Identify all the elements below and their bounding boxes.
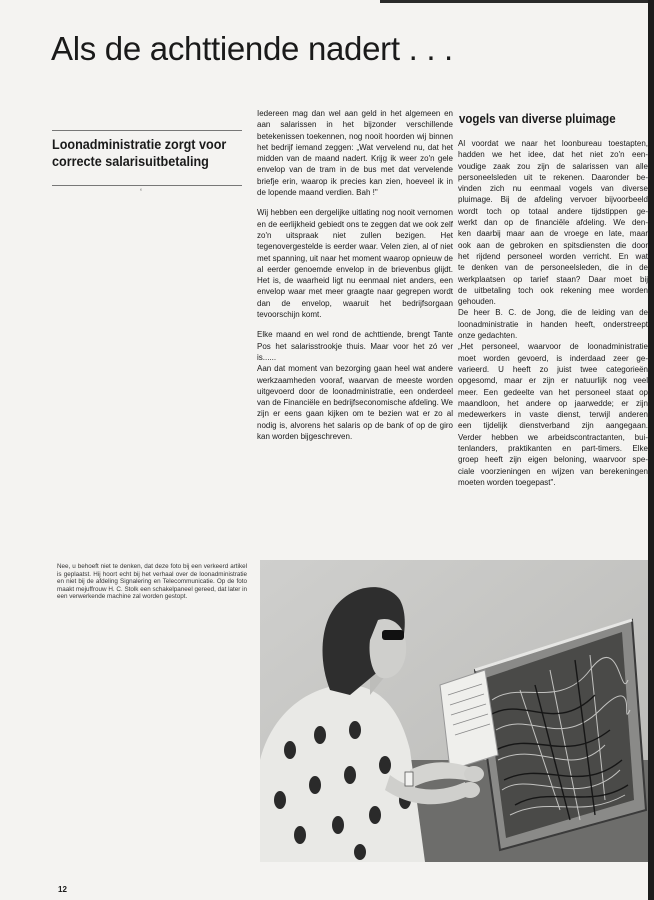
text-line: onze gedachten. — [458, 331, 518, 341]
text-line: voudige zaak zou zijn de salarissen van alle — [458, 161, 648, 171]
subtitle-rule-top — [52, 130, 242, 131]
text-line: werkplaatsen op tarief staan? Daar moet bij — [458, 274, 648, 284]
text-line: moeten worden toegepast". — [458, 477, 556, 487]
paragraph: Elke maand en wel rond de achttiende, brengt Tante Pos het salarisstrookje thuis. Maar voor het zó ver is...... — [257, 330, 453, 362]
text-line: het rijdend personeel worden verricht. En wat — [458, 251, 648, 261]
text-line: ken daarbij maar aan de vroege en late, maar — [458, 229, 648, 239]
section-heading: vogels van diverse pluimage — [459, 112, 616, 126]
text-line: medewerkers in vaste dienst, terwijl anderen — [458, 410, 648, 420]
text-line: De heer B. C. de Jong, die de leiding van de — [458, 308, 648, 318]
middle-column — [257, 108, 453, 451]
text-line: Al voordat we naar het loonbureau toestapten, — [458, 139, 648, 148]
text-line: te denken van de personeelsleden, die in de — [458, 263, 648, 273]
text-line: maandloon, het andere op jaarwedde; er zijn — [458, 398, 648, 408]
right-column — [458, 138, 648, 488]
text-line: groep heeft zijn eigen beloning, waarvoor spe- — [458, 455, 648, 465]
text-line: tenlanders, praktikanten en part-timers. Elke — [458, 444, 648, 454]
text-line: moet worden gevoerd, is inderdaad zeer ge- — [458, 353, 648, 363]
text-line: opgesomd, maar er zijn er natuurlijk nog veel — [458, 376, 648, 386]
text-line: de uitbetaling toch ook rekening mee worden — [458, 285, 648, 295]
text-line: pluimage. Bij de afdeling vervoer bijvoorbeeld — [458, 195, 648, 205]
article-subtitle: Loonadministratie zorgt voor correcte salarisuitbetaling — [52, 136, 227, 169]
page-title: Als de achttiende nadert . . . — [51, 30, 453, 67]
text-line: hadden we het idee, dat het niet zo'n een- — [458, 150, 648, 160]
text-line: vinden zich nu eenmaal vogels van diverse — [458, 184, 648, 194]
page-edge-right — [648, 0, 654, 900]
photo-caption: Nee, u behoeft niet te denken, dat deze foto bij een verkeerd artikel is geplaatst. Hij hoort echt bij het verhaal over de loonadministratie en niet bij de afdeling Signalering en Telecommunicatie. Op de foto maakt mejuffrouw H. C. Stolk een schakelpaneel gereed, dat later in een verwerkende machine zal worden gestopt. — [57, 563, 247, 601]
subtitle-rule-bottom — [52, 185, 242, 186]
text-line: ook aan de gebroken en spitsdiensten die door — [458, 240, 648, 250]
text-line: Verder hebben we arbeidscontractanten, bui- — [458, 432, 648, 442]
paragraph: Aan dat moment van bezorging gaan heel wat andere werkzaamheden vooraf, waarvan de meeste worden uitgevoerd door de loonadministratie, een onderdeel van de Financiële en bedrijfseconomische afdeling. We zijn er eens gaan kijken om te bezien wat er zo al nodig is, alvorens het salaris op de bank of op de giro kan worden bijgeschreven. — [257, 364, 453, 442]
text-line: varieerd. U heeft zo juist twee categorieën — [458, 364, 648, 374]
page-edge-top — [380, 0, 654, 3]
paragraph: Iedereen mag dan wel aan geld in het algemeen en aan salarissen in het bijzonder verschillende betekenissen toekennen, nog nooit hoorden wij binnen het bedrijf iemand zeggen: „Wat vervelend nu, dat het midden van de maand nadert. Krijg ik weer zo'n gele envelop van de tram in de bus met dat vervelende briefje erin, waarop ik precies kan zien, hoeveel ik in de lopende maand verdien. Bah !" — [257, 109, 453, 198]
right-column-text — [458, 138, 648, 488]
text-line: „Het personeel, waarvoor de loonadministratie — [458, 342, 648, 352]
page-number: 12 — [58, 885, 67, 894]
text-line: loonadministratie in handen heeft, onderstreept — [458, 319, 648, 329]
paragraph: Wij hebben een dergelijke uitlating nog nooit vernomen en de eerlijkheid gebiedt ons te zeggen dat we ook zelf zo'n uitspraak niet zullen bezigen. Het tegenovergestelde is eerder waar. Velen zien, al of niet met spanning, uit naar het moment waarop opnieuw de al eerder genoemde envelop in de brievenbus glijdt. Het is, de waarheid ligt nu eenmaal niet anders, een envelop waar met meer graagte naar gegrepen wordt dan de envelop, waaruit het bedrijfsorgaan tevoorschijn komt. — [257, 208, 453, 320]
text-line: wordt toch op totaal andere tijdstippen ge- — [458, 206, 648, 216]
text-line: meer. Een gedeelte van het personeel staat op — [458, 387, 648, 397]
text-line: gehouden. — [458, 297, 496, 307]
photo-switchboard-wiring — [260, 560, 648, 862]
text-line: personeelsleden uit te rekenen. Daaronder be- — [458, 172, 648, 182]
text-line: ciale voorzieningen en wijzen van berekeningen — [458, 466, 648, 476]
photo-illustration — [260, 560, 648, 862]
printer-mark: ʻ — [140, 187, 142, 197]
text-line: werkt dan op de financiële afdeling. We den- — [458, 218, 648, 228]
text-line: een tijdelijk dienstverband zijn aangegaan. — [458, 421, 648, 431]
